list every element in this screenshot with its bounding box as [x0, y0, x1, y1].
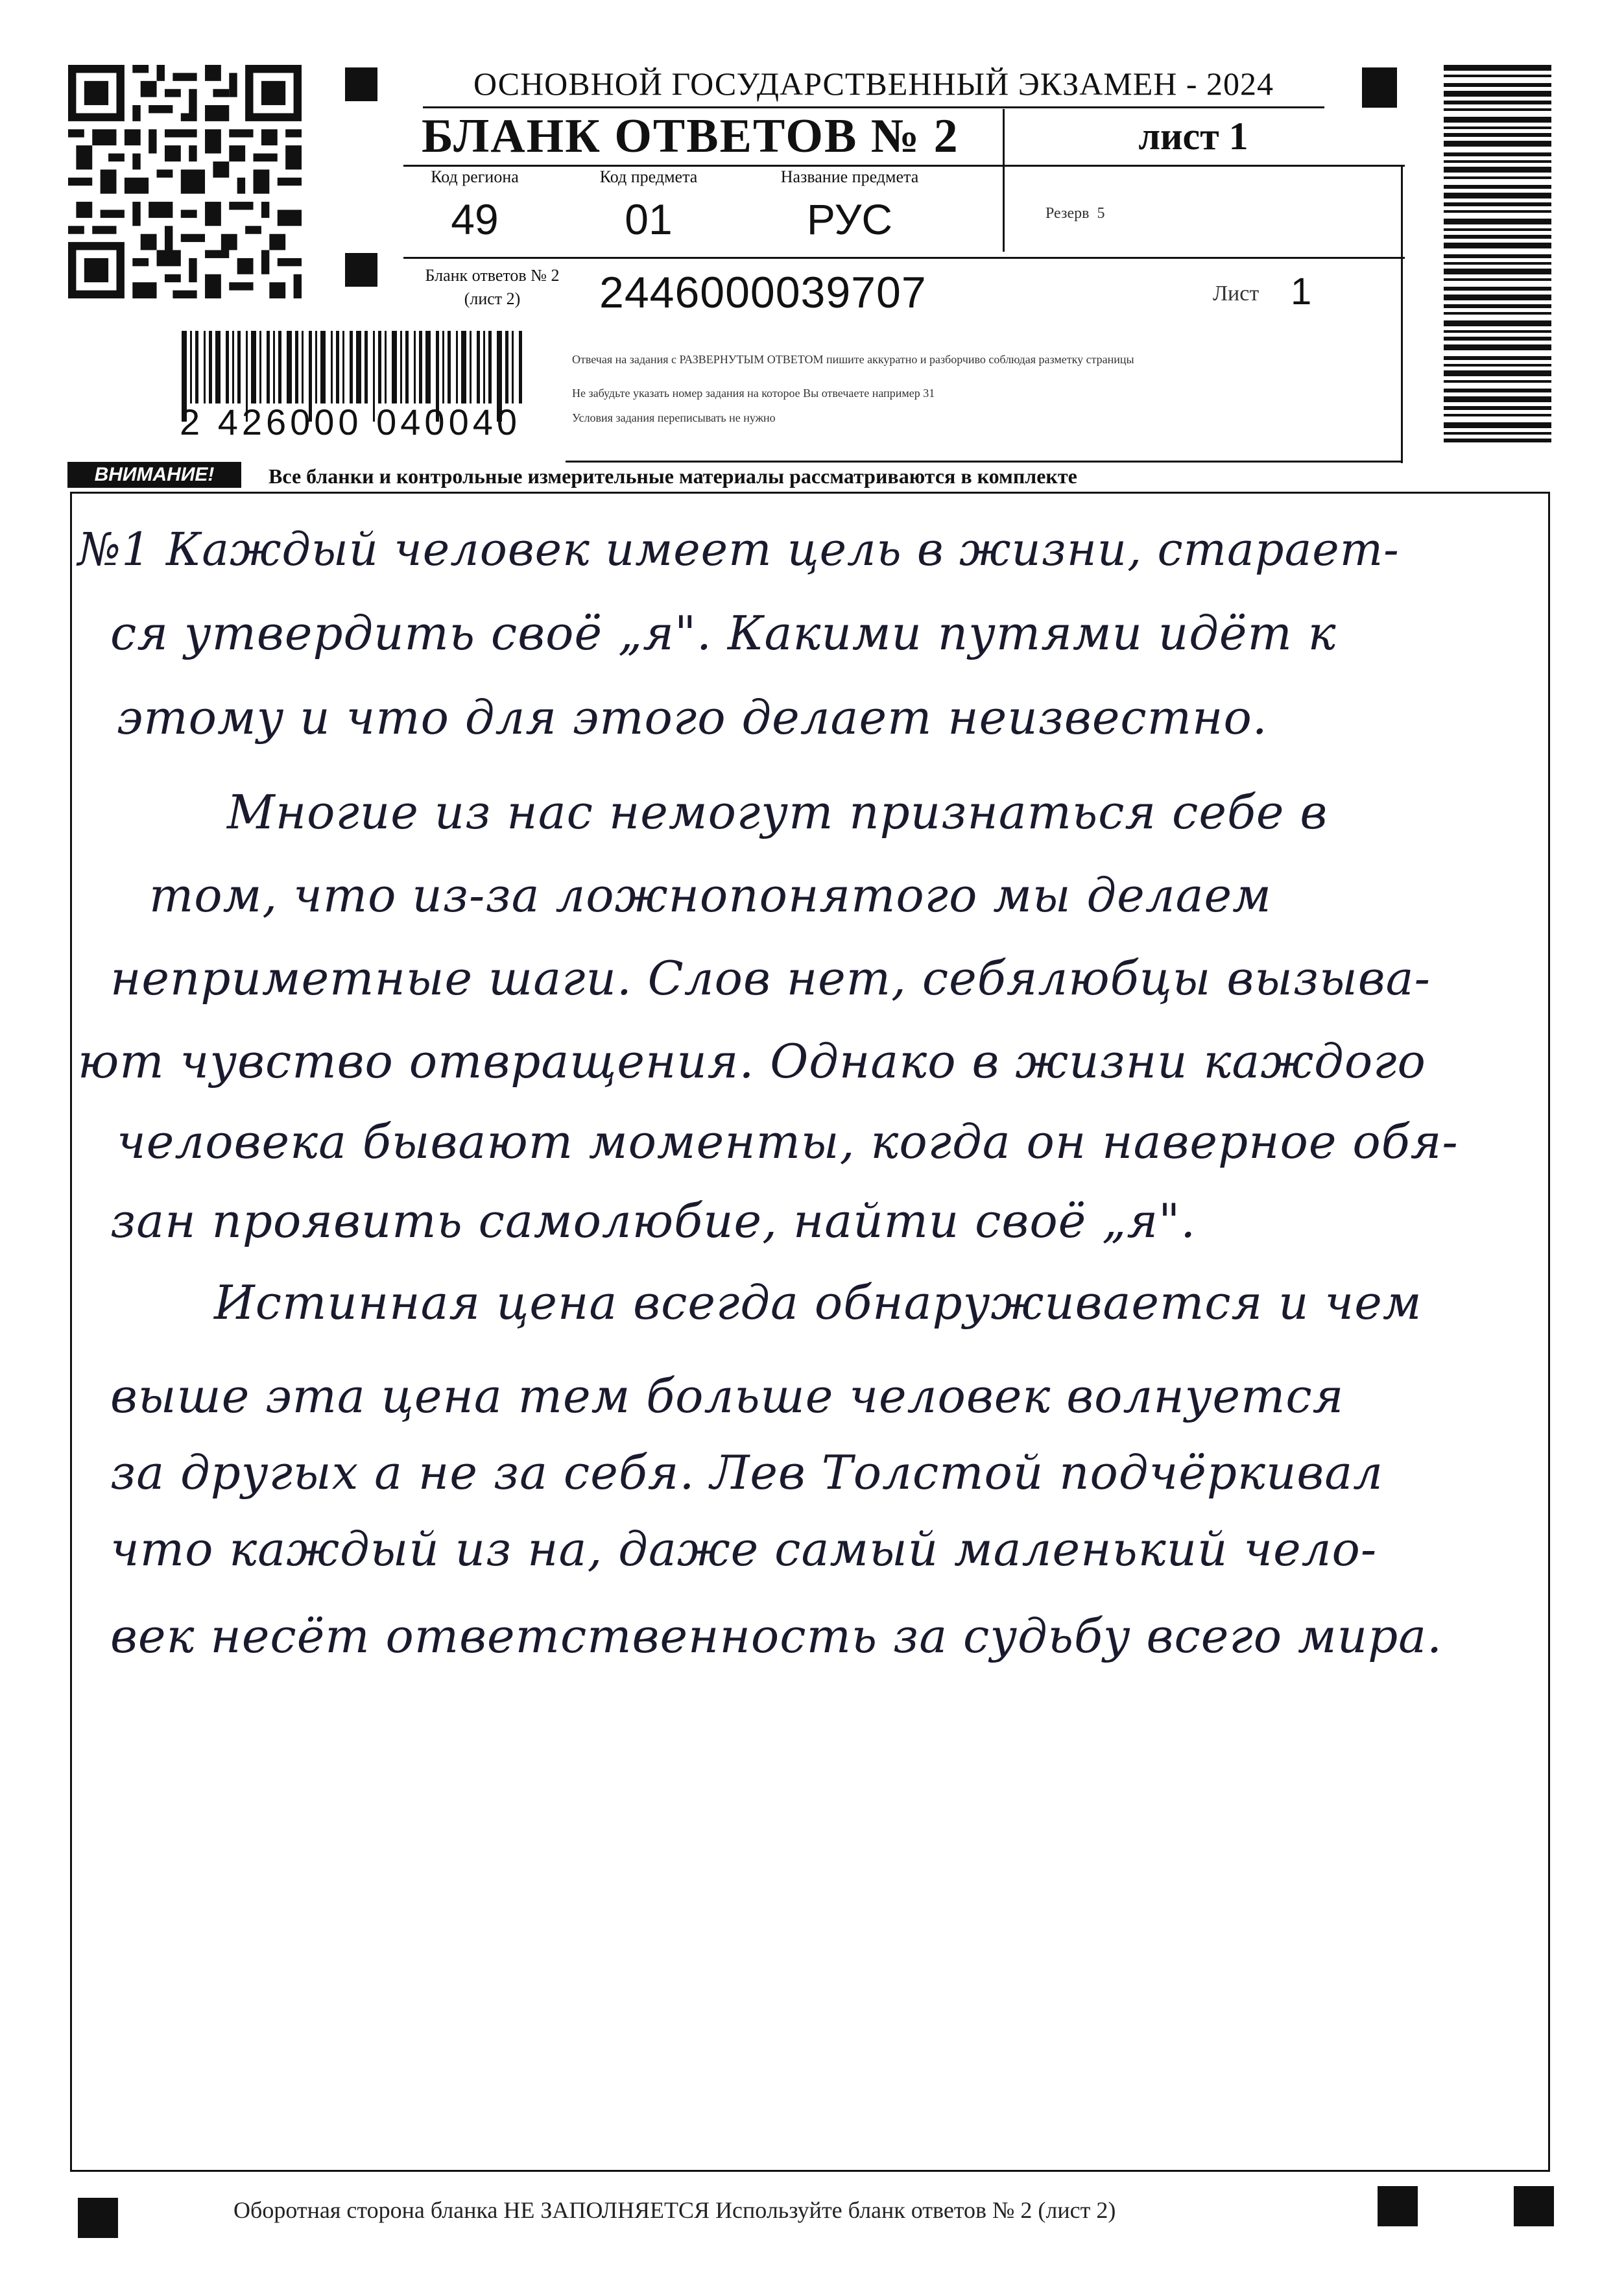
answer-line-2: ся утвердить своё „я". Какими путями идёт к — [110, 606, 1337, 660]
rule-under-codes — [403, 257, 1405, 259]
alignment-marker-mid-left — [345, 253, 377, 287]
answer-line-7: ют чувство отвращения. Однако в жизни каждого — [78, 1034, 1426, 1089]
attention-badge: ВНИМАНИЕ! — [67, 462, 241, 488]
subject-code-label: Код предмета — [599, 167, 698, 186]
answer-line-9: зан проявить самолюбие, найти своё „я". — [110, 1194, 1197, 1248]
subject-code-value: 01 — [625, 195, 673, 243]
answer-line-11: выше эта цена тем больше человек волнуется — [110, 1369, 1344, 1423]
alignment-marker-top-left — [345, 67, 377, 101]
answer-line-10: Истинная цена всегда обнаруживается и чем — [214, 1275, 1422, 1330]
answer-line-5: том, что из-за ложнопонятого мы делаем — [149, 868, 1272, 922]
alignment-marker-bottom-mid — [1378, 2186, 1418, 2226]
region-label: Код региона — [431, 167, 519, 186]
alignment-marker-top-right — [1362, 67, 1397, 108]
answer-line-1: №1 Каждый человек имеет цель в жизни, старает- — [78, 523, 1400, 576]
form-ref-line2: (лист 2) — [464, 289, 521, 308]
answer-line-12: за другых а не за себя. Лев Толстой подчёркивал — [110, 1445, 1384, 1500]
instruction-line-3: Условия задания переписывать не нужно — [572, 411, 776, 424]
instruction-line-2: Не забудьте указать номер задания на которое Вы отвечаете например 31 — [572, 387, 935, 400]
form-ref-line1: Бланк ответов № 2 — [425, 266, 560, 285]
answer-line-4: Многие из нас немогут признаться себе в — [227, 785, 1328, 839]
barcode-number: 2 426000 040040 — [180, 402, 521, 442]
sheet2-label: Лист — [1213, 282, 1260, 306]
alignment-marker-bottom-left — [78, 2198, 118, 2238]
answer-line-3: этому и что для этого делает неизвестно. — [117, 690, 1268, 745]
answer-line-13: что каждый из на, даже самый маленький чело- — [110, 1522, 1378, 1576]
region-value: 49 — [451, 195, 499, 243]
form-number: 2446000039707 — [599, 268, 927, 317]
side-barcode — [1444, 65, 1551, 448]
rule-under-form-title — [403, 165, 1405, 167]
reserve-label: Резерв 5 — [1045, 205, 1105, 222]
rule-under-title — [423, 106, 1324, 108]
frame-right — [1401, 165, 1403, 463]
divider-sheet — [1003, 109, 1005, 252]
exam-title: ОСНОВНОЙ ГОСУДАРСТВЕННЫЙ ЭКЗАМЕН - 2024 — [473, 66, 1274, 102]
answer-line-6: неприметные шаги. Слов нет, себялюбцы вызыва- — [110, 951, 1431, 1005]
form-title: БЛАНК ОТВЕТОВ № 2 — [422, 110, 959, 163]
answer-line-8: человека бывают моменты, когда он наверное обя- — [117, 1114, 1459, 1169]
rule-bottom-instructions — [566, 461, 1402, 463]
alignment-marker-bottom-right — [1514, 2186, 1554, 2226]
subject-name-label: Название предмета — [780, 167, 919, 186]
qr-code — [68, 65, 302, 298]
footer-note: Оборотная сторона бланка НЕ ЗАПОЛНЯЕТСЯ Используйте бланк ответов № 2 (лист 2) — [233, 2197, 1116, 2223]
sheet2-value: 1 — [1291, 271, 1312, 313]
instruction-line-1: Отвечая на задания с РАЗВЕРНУТЫМ ОТВЕТОМ пишите аккуратно и разборчиво соблюдая разметку страницы — [572, 353, 1134, 366]
answer-line-14: век несёт ответственность за судьбу всего мира. — [110, 1609, 1442, 1663]
sheet-label: лист 1 — [1138, 115, 1248, 158]
attention-text: Все бланки и контрольные измерительные материалы рассматриваются в комплекте — [269, 464, 1077, 488]
subject-name-value: РУС — [806, 195, 893, 243]
